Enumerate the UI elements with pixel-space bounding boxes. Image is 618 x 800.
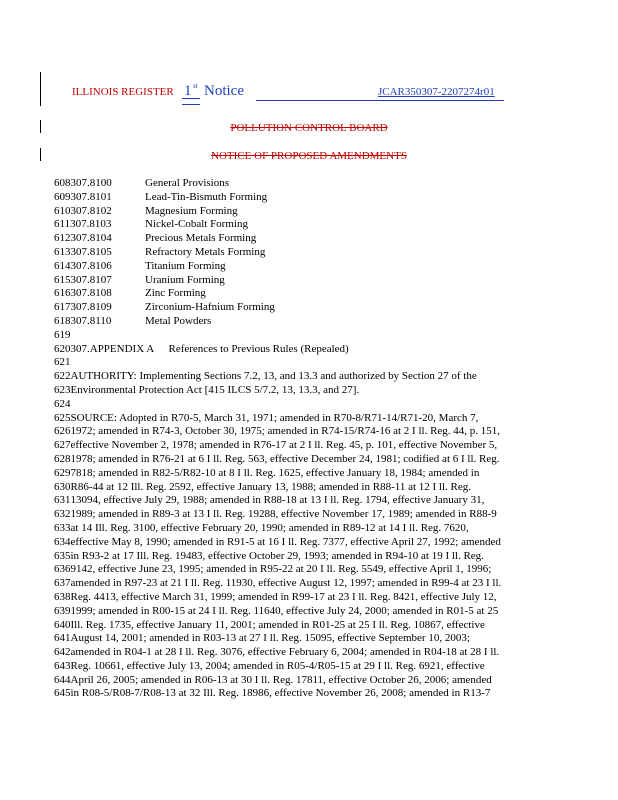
source-line <box>54 674 554 688</box>
source-text: Reg. 10661, effective July 13, 2004; amended in R05-4/R05-15 at 29 I ll. Reg. 6921, effective <box>70 659 485 672</box>
line-number: 641 <box>54 632 71 645</box>
line-number: 627 <box>54 439 71 452</box>
line-number: 638 <box>54 590 71 603</box>
source-line <box>54 536 554 550</box>
line-number: 640 <box>54 618 71 631</box>
line-number: 645 <box>54 687 71 700</box>
authority-text: Environmental Protection Act [415 ILCS 5/7.2, 13, 13.3, and 27]. <box>70 383 360 396</box>
source-text: in R93-2 at 17 Ill. Reg. 19483, effective October 29, 1993; amended in R94-10 at 19 I ll. Reg. <box>70 549 484 562</box>
section-number: 307.8101 <box>70 190 112 203</box>
source-text: 13094, effective July 29, 1988; amended in R88-18 at 13 I ll. Reg. 1794, effective January 31, <box>70 494 485 507</box>
page-number-superscript: st <box>193 82 198 90</box>
line-number: 628 <box>54 452 71 465</box>
source-line <box>54 481 554 495</box>
line-number: 630 <box>54 480 71 493</box>
line-number: 629 <box>54 466 71 479</box>
line-number: 633 <box>54 521 71 534</box>
source-line <box>54 619 554 633</box>
source-line <box>54 632 554 646</box>
authority-line <box>54 370 554 384</box>
source-line <box>54 494 554 508</box>
source-line <box>54 439 554 453</box>
line-number: 623 <box>54 383 71 396</box>
section-number: 307.8110 <box>70 314 112 327</box>
section-number: 307.8108 <box>70 287 112 300</box>
source-line <box>54 687 554 701</box>
line-number: 620 <box>54 342 71 355</box>
section-number: 307.8103 <box>70 218 112 231</box>
source-text: SOURCE: Adopted in R70-5, March 31, 1971; amended in R70-8/R71-14/R71-20, March 7, <box>70 411 479 424</box>
line-number: 609 <box>54 190 71 203</box>
source-line <box>54 577 554 591</box>
change-bar <box>40 72 41 106</box>
source-text: 9142, effective June 23, 1995; amended in R95-22 at 20 I ll. Reg. 5549, effective April 1, 1996; <box>70 563 492 576</box>
line-number: 632 <box>54 508 71 521</box>
line-number: 616 <box>54 287 71 300</box>
double-underline <box>182 98 200 105</box>
source-line <box>54 467 554 481</box>
appendix-label: 307.APPENDIX A <box>70 342 155 355</box>
source-line <box>54 508 554 522</box>
notice-title: NOTICE OF PROPOSED AMENDMENTS <box>211 150 407 162</box>
section-number: 307.8106 <box>70 259 112 272</box>
appendix-title: References to Previous Rules (Repealed) <box>168 342 349 355</box>
line-number: 639 <box>54 604 71 617</box>
section-number: 307.8104 <box>70 232 112 245</box>
section-number: 307.8102 <box>70 204 112 217</box>
authority-text: AUTHORITY: Implementing Sections 7.2, 13, and 13.3 and authorized by Section 27 of the <box>70 370 477 383</box>
line-number: 608 <box>54 177 71 189</box>
source-text: at 14 Ill. Reg. 3100, effective February 20, 1990; amended in R89-12 at 14 I ll. Reg. 7620, <box>70 521 469 534</box>
section-row <box>54 301 554 315</box>
source-text: 1989; amended in R89-3 at 13 I ll. Reg. 19288, effective November 17, 1989; amended in R88-9 <box>70 508 497 521</box>
authority-line <box>54 384 554 398</box>
line-number: 625 <box>54 411 71 424</box>
numbered-line <box>54 398 554 412</box>
line-number: 611 <box>54 218 71 231</box>
section-row <box>54 232 554 246</box>
line-number: 615 <box>54 273 71 286</box>
source-line <box>54 660 554 674</box>
source-text: effective November 2, 1978; amended in R76-17 at 2 I ll. Reg. 45, p. 101, effective November 5, <box>70 439 498 452</box>
source-text: Ill. Reg. 1735, effective January 11, 2001; amended in R01-25 at 25 I ll. Reg. 10867, effective <box>70 618 485 631</box>
line-number: 621 <box>54 356 71 369</box>
section-title: Zinc Forming <box>145 287 206 300</box>
section-number: 307.8100 <box>70 177 112 189</box>
numbered-line <box>54 356 554 370</box>
section-row <box>54 260 554 274</box>
section-title: Uranium Forming <box>145 273 225 286</box>
section-row <box>54 246 554 260</box>
authority-block <box>54 370 554 398</box>
document-body <box>54 177 554 701</box>
line-number: 644 <box>54 673 71 686</box>
page-header <box>72 84 512 106</box>
section-number: 307.8109 <box>70 301 112 314</box>
section-title: Refractory Metals Forming <box>145 245 266 258</box>
source-text: 7818; amended in R82-5/R82-10 at 8 I ll. Reg. 1625, effective January 18, 1984; amended in <box>70 466 480 479</box>
section-title: Lead-Tin-Bismuth Forming <box>145 190 268 203</box>
line-number: 635 <box>54 549 71 562</box>
section-title: Magnesium Forming <box>145 204 238 217</box>
section-row <box>54 315 554 329</box>
page-number: 1 <box>184 83 192 99</box>
source-line <box>54 591 554 605</box>
line-number: 626 <box>54 425 71 438</box>
source-line <box>54 550 554 564</box>
line-number: 624 <box>54 397 71 410</box>
register-label: ILLINOIS REGISTER <box>72 86 174 98</box>
source-line <box>54 453 554 467</box>
source-line <box>54 646 554 660</box>
section-row <box>54 191 554 205</box>
appendix-line <box>54 343 554 357</box>
source-line <box>54 412 554 426</box>
source-text: Reg. 4413, effective March 31, 1999; amended in R99-17 at 23 I ll. Reg. 8421, effective July 12, <box>70 590 497 603</box>
section-title: Metal Powders <box>145 314 212 327</box>
line-number: 637 <box>54 577 71 590</box>
source-text: R86-44 at 12 Ill. Reg. 2592, effective January 13, 1988; amended in R88-11 at 12 I ll. Reg. <box>70 480 472 493</box>
source-text: 1999; amended in R00-15 at 24 I ll. Reg. 11640, effective July 24, 2000; amended in R01-5 at 25 <box>70 604 499 617</box>
source-text: August 14, 2001; amended in R03-13 at 27 I ll. Reg. 15095, effective September 10, 2003; <box>70 632 470 645</box>
line-number: 643 <box>54 659 71 672</box>
line-number: 622 <box>54 370 71 383</box>
section-title: Titanium Forming <box>145 259 226 272</box>
jcar-code: JCAR350307-2207274r01 <box>378 86 495 98</box>
source-block <box>54 412 554 702</box>
section-row <box>54 177 554 191</box>
section-number: 307.8105 <box>70 245 112 258</box>
section-title: Precious Metals Forming <box>145 232 257 245</box>
section-row <box>54 274 554 288</box>
section-number: 307.8107 <box>70 273 112 286</box>
line-number: 634 <box>54 535 71 548</box>
line-number: 631 <box>54 494 71 507</box>
section-list <box>54 177 554 329</box>
line-number: 613 <box>54 245 71 258</box>
line-number: 617 <box>54 301 71 314</box>
source-line <box>54 605 554 619</box>
board-title: POLLUTION CONTROL BOARD <box>230 122 388 134</box>
source-text: 1978; amended in R76-21 at 6 I ll. Reg. 563, effective December 24, 1981; codified at 6 I ll. Reg. <box>70 452 500 465</box>
header-rule <box>256 100 504 101</box>
source-text: 1972; amended in R74-3, October 30, 1975; amended in R74-15/R74-16 at 2 I ll. Reg. 44, p. 151, <box>70 425 501 438</box>
source-text: April 26, 2005; amended in R06-13 at 30 I ll. Reg. 17811, effective October 26, 2006; amended <box>70 673 492 686</box>
line-number: 612 <box>54 232 71 245</box>
line-number: 619 <box>54 328 71 341</box>
section-row <box>54 218 554 232</box>
numbered-line <box>54 329 554 343</box>
line-number: 636 <box>54 563 71 576</box>
line-number: 614 <box>54 259 71 272</box>
source-text: amended in R97-23 at 21 I ll. Reg. 11930, effective August 12, 1997; amended in R99-4 at 23 I ll. <box>70 577 502 590</box>
source-line <box>54 522 554 536</box>
source-line <box>54 563 554 577</box>
line-number: 642 <box>54 646 71 659</box>
source-text: amended in R04-1 at 28 I ll. Reg. 3076, effective February 6, 2004; amended in R04-18 at 28 I ll. <box>70 646 500 659</box>
source-line <box>54 425 554 439</box>
section-title: Nickel-Cobalt Forming <box>145 218 248 231</box>
section-title: Zirconium-Hafnium Forming <box>145 301 275 314</box>
section-row <box>54 205 554 219</box>
section-row <box>54 287 554 301</box>
source-text: in R08-5/R08-7/R08-13 at 32 Ill. Reg. 18986, effective November 26, 2008; amended in R13-7 <box>70 687 491 700</box>
notice-label: Notice <box>204 83 244 99</box>
source-text: effective May 8, 1990; amended in R91-5 at 16 I ll. Reg. 7377, effective April 27, 1992; amended <box>70 535 501 548</box>
section-title: General Provisions <box>145 177 230 189</box>
line-number: 618 <box>54 314 71 327</box>
line-number: 610 <box>54 204 71 217</box>
